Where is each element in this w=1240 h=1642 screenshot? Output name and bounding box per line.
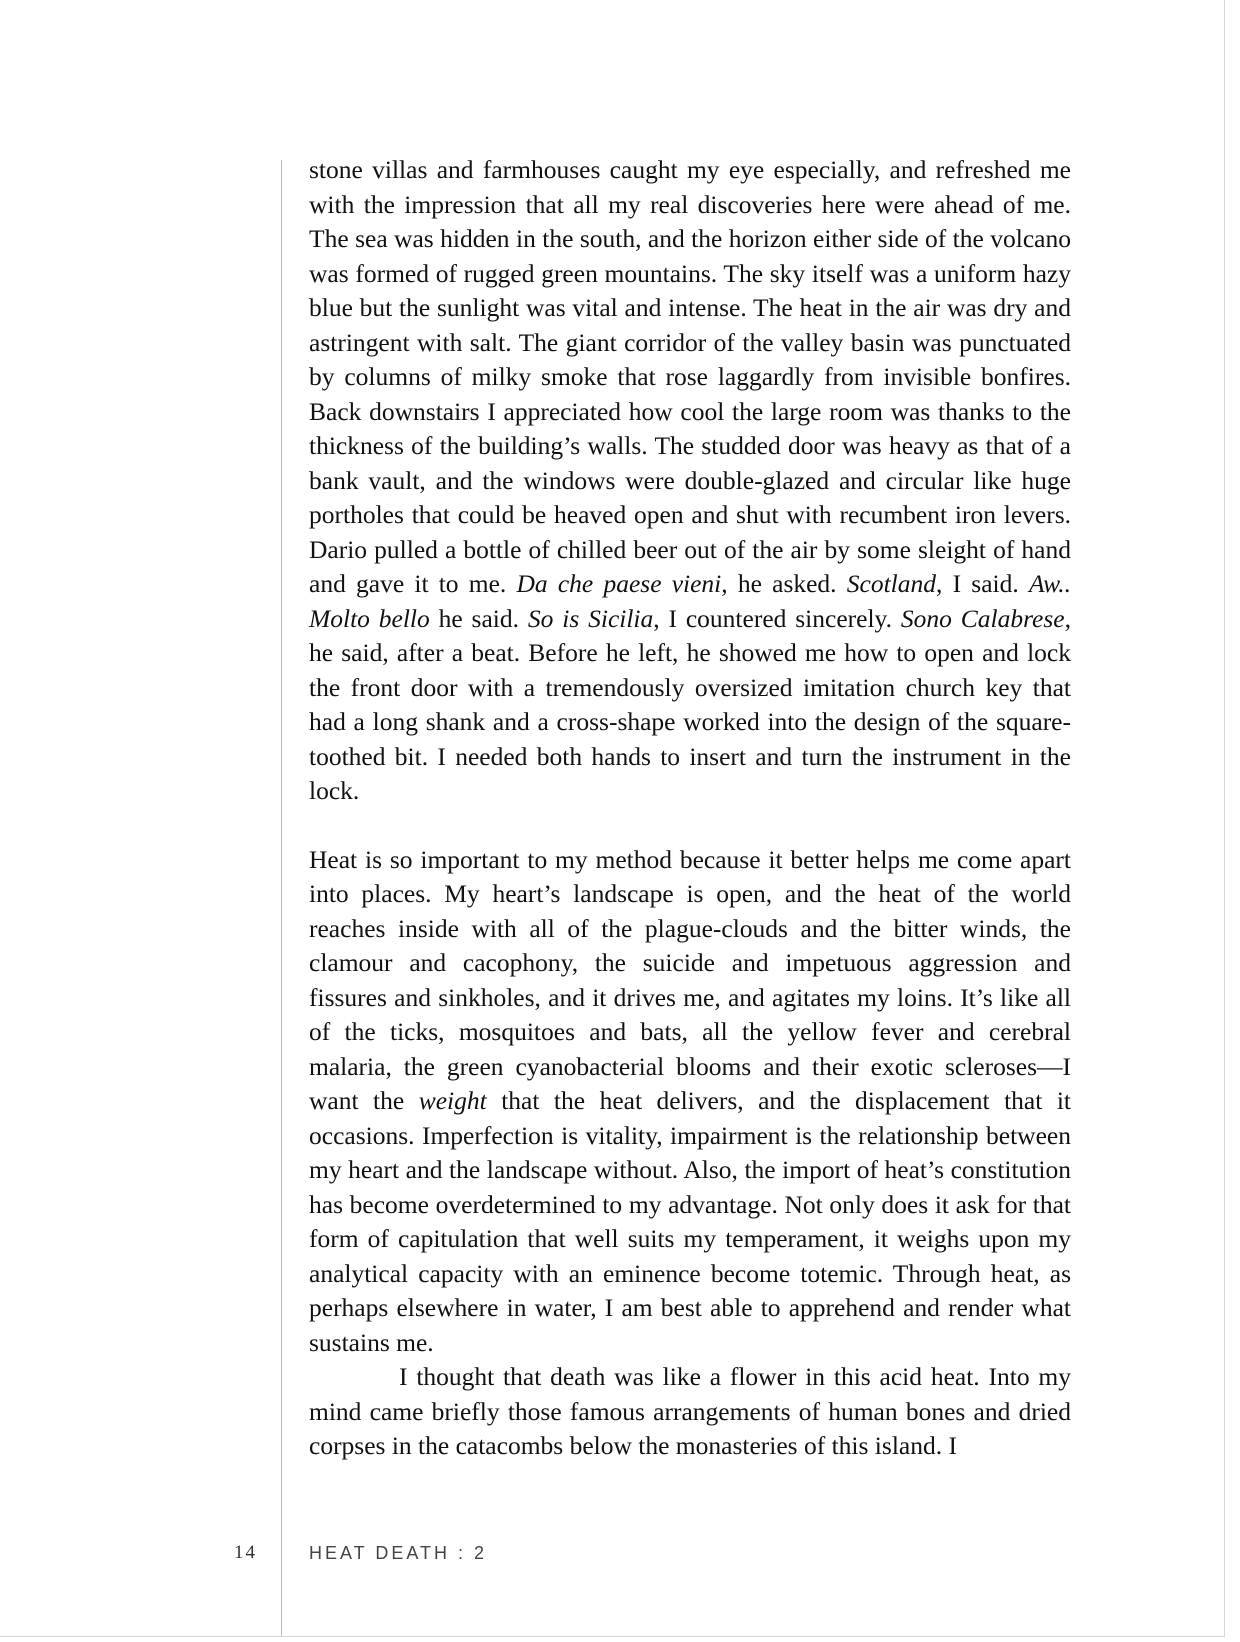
italic-run: Aw.. Molto bello [309, 569, 1071, 633]
text-run: , he asked. [721, 569, 847, 598]
italic-run: weight [418, 1086, 487, 1115]
page-number: 14 [234, 1542, 257, 1563]
text-run: I thought that death was like a flower in this acid heat. Into my mind came briefly those famous arrangements of human bones and dried corpses in the catacombs below the monasteries of this island. I [309, 1362, 1071, 1460]
text-run: , he said, after a beat. Before he left, he showed me how to open and lock the front door with a tremendously oversized imitation church key that had a long shank and a cross-shape worked into the design of the square-toothed bit. I needed both hands to insert and turn the instrument in the lock. [309, 603, 1071, 805]
paragraph-2 [309, 843, 1071, 1361]
italic-run: Da che paese vieni [516, 569, 722, 598]
italic-run: Scotland [846, 569, 937, 598]
paragraph-3 [309, 1360, 1071, 1464]
margin-rule [281, 160, 282, 1636]
text-run: that the heat delivers, and the displacement that it occasions. Imperfection is vitality, impairment is the relationship between my heart and the landscape without. Also, the import of heat’s constitution has become overdetermined to my advantage. Not only does it ask for that form of capitulation that well suits my temperament, it weighs upon my analytical capacity with an eminence become totemic. Through heat, as perhaps elsewhere in water, I am best able to apprehend and render what sustains me. [309, 1086, 1071, 1357]
italic-run: So is Sicilia [527, 603, 654, 633]
running-header: HEAT DEATH : 2 [309, 1543, 488, 1563]
paragraph-1 [309, 153, 1071, 809]
text-run: , I said. [936, 569, 1029, 598]
italic-run: Sono Calabrese [900, 603, 1065, 633]
text-run: , I countered sincerely. [653, 603, 901, 633]
text-run: he said. [429, 603, 528, 633]
text-run: stone villas and farmhouses caught my eye especially, and refreshed me with the impression that all my real discoveries here were ahead of me. The sea was hidden in the south, and the horizon either side of the volcano was formed of rugged green mountains. The sky itself was a uniform hazy blue but the sunlight was vital and intense. The heat in the air was dry and astringent with salt. The giant corridor of the valley basin was punctuated by columns of milky smoke that rose laggardly from invisible bonfires. Back downstairs I appreciated how cool the large room was thanks to the thickness of the building’s walls. The studded door was heavy as that of a bank vault, and the windows were double-glazed and circular like huge portholes that could be heaved open and shut with recumbent iron levers. Dario pulled a bottle of chilled beer out of the air by some sleight of hand and gave it to me. [309, 155, 1071, 598]
body-text [309, 153, 1071, 1464]
text-run: Heat is so important to my method because it better helps me come apart into places. My heart’s landscape is open, and the heat of the world reaches inside with all of the plague-clouds and the bitter winds, the clamour and cacophony, the suicide and impetuous aggression and fissures and sinkholes, and it drives me, and agitates my loins. It’s like all of the ticks, mosquitoes and bats, all the yellow fever and cerebral malaria, the green cyanobacterial blooms and their exotic scleroses—I want the [309, 844, 1071, 1115]
